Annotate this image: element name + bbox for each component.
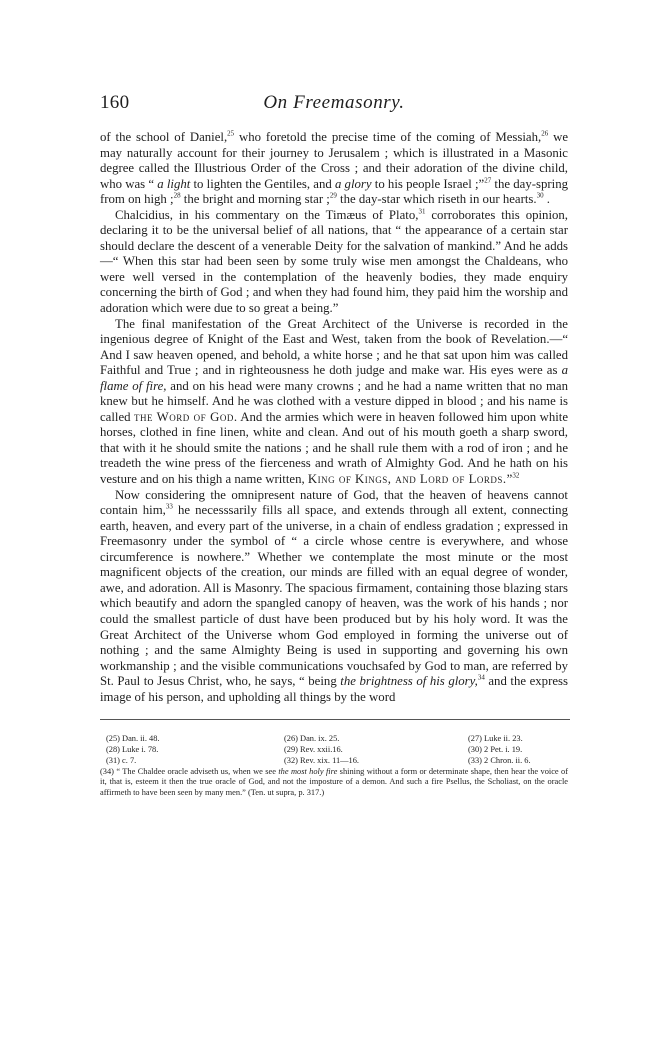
footnote: (28) Luke i. 78. xyxy=(106,745,159,755)
text-run: he necesssarily fills all space, and extends through all extent, connecting earth, heaven, and every part of the universe, in a chain of endless gradation ; expressed in Freemasonry under the symbol of “ a circle whose centre is everywhere, and whose circumference is nowhere.” Whether we contemplate the most minute or the most magnificent objects of the creation, our minds are filled with an equal degree of wonder, awe, and adoration. All is Masonry. The spacious firmament, containing those blazing stars which beautify and adorn the spangled canopy of heaven, was the work of his hands ; nor could the smallest particle of dust have been produced but by his holy word. It was the Great Architect of the Universe whom God employed in forming the universe out of nothing ; and the same Almighty Being is used in supporting and governing his own workmanship ; and the visible communications vouchsafed by God to man, are referred by St. Paul to Jesus Christ, who, he says, “ being xyxy=(100,503,568,689)
text-run: Now considering the omnipresent nature of God, that the heaven of heavens cannot contain him, xyxy=(100,487,568,518)
text-run: who foretold the precise time of the coming of Messiah, xyxy=(234,130,542,144)
footnote-34 xyxy=(100,767,568,799)
footnote-marker: 30 xyxy=(536,191,544,200)
text-run: Chalcidius, in his commentary on the Timæus of Plato, xyxy=(115,207,419,222)
text-run: and the express image of his person, and upholding all things by the word xyxy=(100,674,568,704)
paragraph xyxy=(100,488,568,706)
footnote-marker: 27 xyxy=(484,176,492,185)
footnote: (29) Rev. xxii.16. xyxy=(284,745,343,755)
footnote-marker: 29 xyxy=(329,191,337,200)
footnote-marker: 25 xyxy=(227,129,235,138)
footnote-marker: 31 xyxy=(418,207,426,216)
page-number: 160 xyxy=(100,92,130,113)
running-title: On Freemasonry. xyxy=(263,92,405,113)
footnote-marker: 28 xyxy=(173,191,181,200)
footnote-marker: 34 xyxy=(477,673,485,682)
text-run: the bright and morning star ; xyxy=(180,192,330,207)
footnote-34-text: shining without a form or determinate shape, then hear the voice of it, that is, esteem it then the true oracle of God, and not the imposture of a demon. And such a fire Psellus, the Scholiast, on the oracle affirmeth to have been seen by many men.” (Ten. ut supra, p. 317.) xyxy=(100,766,569,798)
footnote-marker: 33 xyxy=(165,502,173,511)
book-page xyxy=(100,92,568,799)
text-run: of the school of Daniel, xyxy=(100,130,228,144)
text-run: And the armies which were in heaven followed him upon white horses, clothed in fine linen, white and clean. And out of his mouth goeth a sharp sword, that with it he should smite the nations ; and he shall rule them with a rod of iron ; and he treadeth the wine press of the fierceness and wrath of Almighty God. And he hath on his vesture and on his thigh a name written, xyxy=(100,409,569,487)
text-run: the day-spring from on high ; xyxy=(100,176,568,207)
text-run: to his people Israel ;” xyxy=(371,176,485,191)
body-text xyxy=(100,130,568,705)
footnote-34-italic: the most holy fire xyxy=(278,766,338,776)
footnote-marker: 26 xyxy=(541,129,549,138)
italic-text: a flame of fire, xyxy=(100,363,568,393)
text-run: . xyxy=(543,192,550,207)
text-run: and on his head were many crowns ; and he had a name written that no man knew but he himself. And he was clothed with a vesture dipped in blood ; and his name is called xyxy=(100,378,569,424)
footnote-divider xyxy=(100,719,570,720)
text-run: the day-star which riseth in our hearts. xyxy=(336,192,537,207)
italic-text: a light xyxy=(157,176,191,191)
text-run: corroborates this opinion, declaring it to be the universal belief of all nations, that “ the appearance of a certain star should declare the descent of a venerable Deity for the salvation of mankind.” And he adds—“ When this star had been seen by some truly wise men amongst the Chaldeans, who were well versed in the contemplation of the heavenly bodies, they made enquiry concerning the birth of God ; and when they had found him, they paid him the worship and adoration which were due to so great a being.” xyxy=(100,207,568,316)
footnote: (31) c. 7. xyxy=(106,755,137,765)
text-run: ” xyxy=(506,472,513,487)
footnotes xyxy=(100,734,568,799)
footnote: (27) Luke ii. 23. xyxy=(468,734,523,744)
small-caps-text: King of Kings, and Lord of Lords. xyxy=(307,472,507,487)
small-caps-text: the Word of God. xyxy=(133,409,238,424)
text-run: The final manifestation of the Great Architect of the Universe is recorded in the ingenious degree of Knight of the East and West, taken from the book of Revelation.—“ And I saw heaven opened, and behold, a white horse ; and he that sat upon him was called Faithful and True ; and in righteousness he doth judge and make war. His eyes were as xyxy=(100,316,568,378)
page-header xyxy=(100,92,568,118)
italic-text: a glory xyxy=(334,176,372,191)
footnote: (26) Dan. ix. 25. xyxy=(284,734,340,744)
paragraph xyxy=(100,130,568,208)
paragraph xyxy=(100,208,568,317)
footnote: (32) Rev. xix. 11—16. xyxy=(284,755,359,765)
italic-text: the brightness of his glory, xyxy=(340,674,478,689)
footnote-34-text: (34) “ The Chaldee oracle adviseth us, when we see xyxy=(100,766,279,776)
footnote: (33) 2 Chron. ii. 6. xyxy=(468,755,531,765)
text-run: we may naturally account for their journey to Jerusalem ; which is illustrated in a Masonic degree called the Illustrious Order of the Cross ; and their adoration of the divine child, who was “ xyxy=(100,130,568,191)
text-run: to lighten the Gentiles, and xyxy=(190,176,335,191)
paragraph xyxy=(100,317,568,488)
footnote: (25) Dan. ii. 48. xyxy=(106,734,160,744)
footnote-references xyxy=(100,734,568,766)
footnote-marker: 32 xyxy=(512,471,520,480)
footnote: (30) 2 Pet. i. 19. xyxy=(468,745,523,755)
